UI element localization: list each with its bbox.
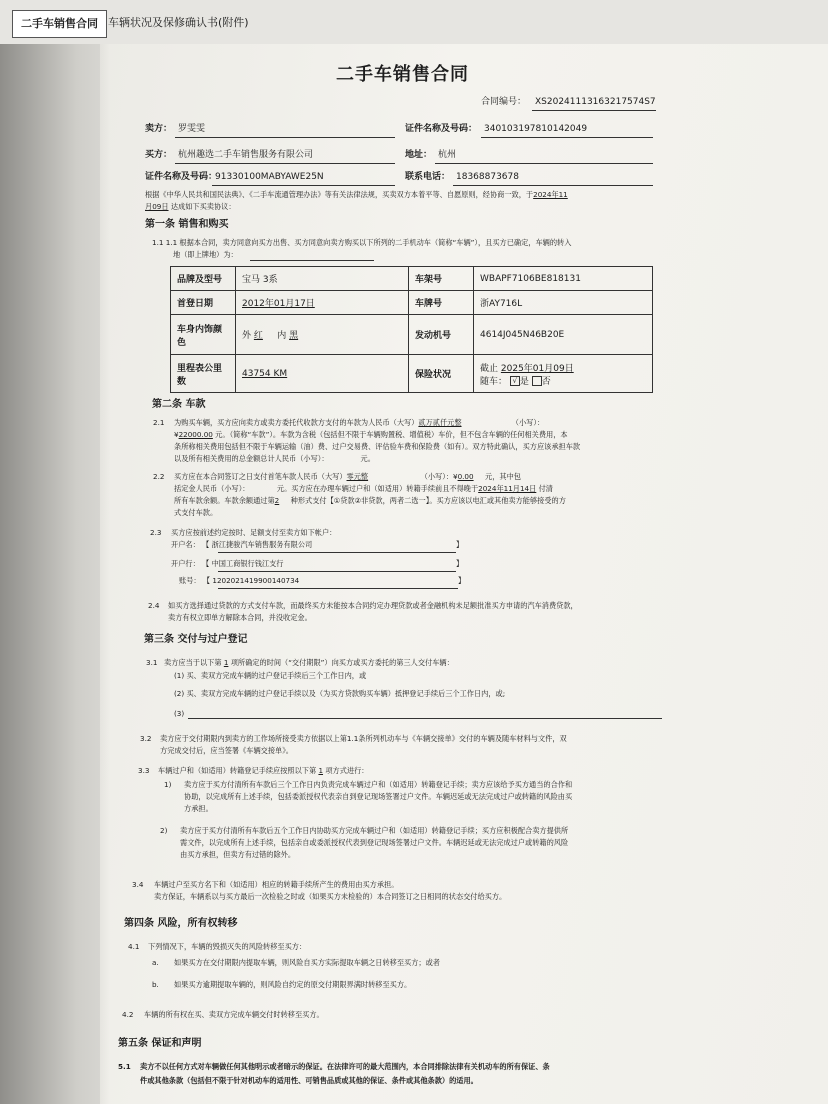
- clause-3-3-2-c: 由买方承担，但卖方有过错的除外。: [180, 850, 296, 859]
- insurance-value: 截止 2025年01月09日 随车： √ 是 否: [474, 355, 653, 393]
- clause-1-1: 1.1 1.1 根据本合同，卖方同意向买方出售、买方同意向卖方购买以下所列的二手机动车（简称“车辆”），且买方已确定，车辆的转入: [152, 238, 572, 247]
- brand-label: 品牌及型号: [171, 267, 236, 291]
- clause-4-1-b: 如果买方逾期提取车辆的，则风险自约定的原交付期限界满时转移至买方。: [174, 980, 412, 989]
- clause-3-1-1: (1) 买、卖双方完成车辆的过户登记手续后三个工作日内，或: [174, 671, 367, 680]
- seller-name: 罗雯雯: [178, 124, 206, 134]
- clause-2-2-d: 式支付车款。: [174, 508, 218, 517]
- insurance-label: 保险状况: [409, 355, 474, 393]
- clause-2-3: 买方应按前述约定按时、足额支付至卖方如下帐户：: [171, 528, 337, 537]
- num-3-2: 3.2: [140, 734, 152, 743]
- num-3-3: 3.3: [138, 766, 150, 775]
- mileage-label: 里程表公里数: [171, 355, 236, 393]
- seller-id: 340103197810142049: [484, 124, 588, 134]
- clause-1-1-b: 地（即上牌地）为：: [173, 250, 238, 259]
- clause-2-4-b: 卖方有权立即单方解除本合同，并没收定金。: [168, 613, 312, 622]
- section-3-title: 第三条 交付与过户登记: [144, 634, 248, 645]
- clause-2-2-a: 买方应在本合同签订之日支付首笔车款人民币（大写）零元整 （小写）：¥0.00 元，其中包: [174, 472, 521, 481]
- account-number: 账号： 【 1202021419900140734: [179, 576, 300, 585]
- num-4-1: 4.1: [128, 942, 140, 951]
- clause-3-3-1-b: 协助，以完成所有上述手续，包括委派授权代表亲自到登记现场签署过户文件。车辆迟延或无法完成过户或转籍的风险由买: [184, 792, 573, 801]
- contract-no: XS20241113163217574S7: [535, 97, 656, 107]
- clause-3-1-2: (2) 买、卖双方完成车辆的过户登记手续以及（为买方贷款购买车辆）抵押登记手续后三个工作日内，或;: [174, 689, 506, 698]
- engine-value: 4614J045N46B20E: [474, 315, 653, 355]
- num-4-2: 4.2: [122, 1010, 134, 1019]
- label-a: a.: [152, 958, 159, 967]
- clause-2-1-a: 为购买车辆，买方应向卖方或卖方委托代收款方支付的车款为人民币（大写）贰万贰仟元整 （小写）：: [174, 418, 545, 427]
- clause-3-3-2-b: 需文件，以完成所有上述手续，包括亲自或委派授权代表到登记现场签署过户文件。车辆迟延或无法完成过户或转籍的风险: [180, 838, 569, 847]
- section-1-title: 第一条 销售和购买: [145, 219, 229, 230]
- clause-4-2: 车辆的所有权在买、卖双方完成车辆交付时转移至买方。: [144, 1010, 324, 1019]
- num-5-1: 5.1: [118, 1062, 131, 1071]
- clause-3-3-1-a: 卖方应于买方付清所有车款后三个工作日内负责完成车辆过户和（如适用）转籍登记手续；卖方应该给予买方通当的合作和: [184, 780, 573, 789]
- account-name-end: 】: [456, 540, 464, 549]
- clause-3-1: 卖方应当于以下第 1 项所确定的时间（“交付期限”）向买方或买方委托的第三人交付车辆：: [164, 658, 454, 667]
- num-3-4: 3.4: [132, 880, 144, 889]
- seller-label: 卖方：: [145, 124, 173, 134]
- mileage-value: 43754 KM: [236, 355, 409, 393]
- clause-3-3-1-c: 方承担。: [184, 804, 213, 813]
- checkbox-yes: √: [510, 376, 520, 386]
- vin-value: WBAPF7106BE818131: [474, 267, 653, 291]
- label-b: b.: [152, 980, 159, 989]
- clause-4-1-a: 如果买方在交付期限内提取车辆，则风险自买方实际提取车辆之日转移至买方；或者: [174, 958, 440, 967]
- tab-sales-contract[interactable]: 二手车销售合同: [12, 10, 107, 38]
- contract-no-label: 合同编号：: [481, 97, 527, 107]
- seller-id-label: 证件名称及号码：: [405, 124, 478, 134]
- color-value: 外 红 内 黑: [236, 315, 409, 355]
- clause-3-1-3: (3): [174, 709, 185, 718]
- address: 杭州: [438, 150, 457, 160]
- buyer-id-label: 证件名称及号码：: [145, 172, 218, 182]
- phone-label: 联系电话：: [405, 172, 451, 182]
- num-3-3-2: 2): [160, 826, 168, 835]
- doc-title: 二手车销售合同: [336, 64, 469, 85]
- clause-5-1-a: 卖方不以任何方式对车辆做任何其他明示或者暗示的保证。在法律许可的最大范围内，本合同排除法律有关机动车的所有保证、条: [140, 1062, 550, 1071]
- color-label: 车身内饰颜色: [171, 315, 236, 355]
- section-2-title: 第二条 车款: [152, 399, 206, 410]
- num-2-1: 2.1: [153, 418, 165, 427]
- clause-3-2-a: 卖方应于交付期限内到卖方的工作场所接受卖方依据以上第1.1条所列机动车与《车辆交接单》交付的车辆及随车材料与文件，双: [160, 734, 567, 743]
- checkbox-no: [532, 376, 542, 386]
- plate-label: 车牌号: [409, 291, 474, 315]
- engine-label: 发动机号: [409, 315, 474, 355]
- phone: 18368873678: [456, 172, 519, 182]
- contract-page: [100, 44, 828, 1104]
- brand-value: 宝马 3系: [236, 267, 409, 291]
- account-bank-end: 】: [456, 559, 464, 568]
- vehicle-table: [170, 266, 653, 393]
- num-2-4: 2.4: [148, 601, 160, 610]
- tab-bar: [0, 0, 828, 44]
- tab-vehicle-warranty[interactable]: 车辆状况及保修确认书(附件): [108, 16, 249, 29]
- clause-4-1: 下列情况下，车辆的毁损灭失的风险转移至买方：: [148, 942, 307, 951]
- num-2-3: 2.3: [150, 528, 162, 537]
- basis-text: 根据《中华人民共和国民法典》、《二手车流通管理办法》等有关法律法规，买卖双方本着平等、自愿原则，经协商一致，于2024年11: [145, 190, 568, 199]
- account-number-end: 】: [458, 576, 466, 585]
- clause-2-1-d: 以及所有相关费用的总金额总计人民币（小写）： 元。: [174, 454, 375, 463]
- clause-3-2-b: 方完成交付后，应当签署《车辆交接单》。: [160, 746, 293, 755]
- account-name: 开户名： 【 浙江捷骏汽车销售服务有限公司: [171, 540, 313, 549]
- section-4-title: 第四条 风险，所有权转移: [124, 918, 238, 929]
- clause-2-2-c: 所有车款余额。车款余额通过第2 种形式支付【①贷款②非贷款，两者二选一】。买方应该以电汇或其他卖方能够接受的方: [174, 496, 566, 505]
- clause-3-4-b: 卖方保证，车辆系以与买方最后一次检验之时或（如果买方未检验的）本合同签订之日相同的状态交付给买方。: [154, 892, 507, 901]
- photo-shadow: [0, 44, 110, 1104]
- address-label: 地址：: [405, 150, 433, 160]
- clause-5-1-b: 件或其他条款（包括但不限于针对机动车的适用性、可销售品质或其他的保证、条件或其他条款）的适用。: [140, 1076, 478, 1085]
- reg-date-label: 首登日期: [171, 291, 236, 315]
- account-bank: 开户行： 【 中国工商银行钱江支行: [171, 559, 284, 568]
- basis-text-2: 月09日 达成如下买卖协议：: [145, 202, 236, 211]
- num-3-1: 3.1: [146, 658, 158, 667]
- buyer-name: 杭州趣选二手车销售服务有限公司: [178, 150, 314, 160]
- clause-3-3-2-a: 卖方应于买方付清所有车款后五个工作日内协助买方完成车辆过户和（如适用）转籍登记手续；买方应积极配合卖方提供所: [180, 826, 569, 835]
- vin-label: 车架号: [409, 267, 474, 291]
- plate-value: 浙AY716L: [474, 291, 653, 315]
- clause-3-3: 车辆过户和（如适用）转籍登记手续应按照以下第 1 项方式进行：: [158, 766, 369, 775]
- buyer-id: 91330100MABYAWE25N: [215, 172, 324, 182]
- buyer-label: 买方：: [145, 150, 173, 160]
- num-2-2: 2.2: [153, 472, 165, 481]
- section-5-title: 第五条 保证和声明: [118, 1038, 202, 1049]
- clause-2-1-c: 条所称相关费用包括但不限于车辆运输（油）费、过户交易费、评估验车费和保险费（如有）。双方特此确认，买方应该承担车款: [174, 442, 581, 451]
- reg-date-value: 2012年01月17日: [236, 291, 409, 315]
- num-3-3-1: 1): [164, 780, 172, 789]
- clause-2-4-a: 如买方选择通过贷款的方式支付车款，而最终买方未能按本合同约定办理贷款或者金融机构未足额批准买方申请的汽车消费贷款，: [168, 601, 578, 610]
- clause-2-1-b: ¥22000.00 元。（简称“车款”）。车款为含税（包括但不限于车辆购置税、增值税）车价，但不包含车辆的任何相关费用，本: [174, 430, 568, 439]
- clause-3-4-a: 车辆过户至买方名下和（如适用）相应的转籍手续所产生的费用由买方承担。: [154, 880, 399, 889]
- clause-2-2-b: 括定金人民币（小写）： 元。买方应在办理车辆过户和（如适用）转籍手续前且不得晚于2024年11月14日 付清: [174, 484, 553, 493]
